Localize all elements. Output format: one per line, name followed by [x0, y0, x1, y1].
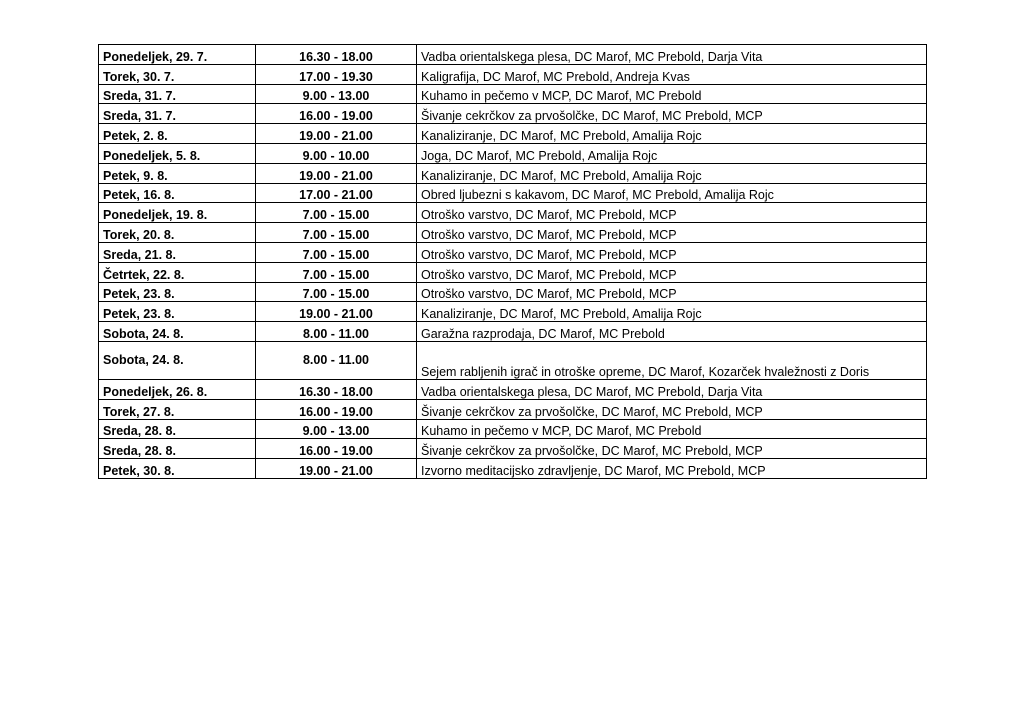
description-cell: Kaligrafija, DC Marof, MC Prebold, Andreja Kvas	[417, 64, 927, 84]
day-cell: Sreda, 31. 7.	[99, 104, 256, 124]
description-cell: Otroško varstvo, DC Marof, MC Prebold, MCP	[417, 262, 927, 282]
table-row	[99, 439, 927, 459]
day-cell: Sreda, 21. 8.	[99, 242, 256, 262]
description-cell: Otroško varstvo, DC Marof, MC Prebold, MCP	[417, 282, 927, 302]
day-cell: Ponedeljek, 19. 8.	[99, 203, 256, 223]
description-cell: Kanaliziranje, DC Marof, MC Prebold, Amalija Rojc	[417, 302, 927, 322]
time-cell: 16.00 - 19.00	[256, 399, 417, 419]
description-cell: Joga, DC Marof, MC Prebold, Amalija Rojc	[417, 143, 927, 163]
day-cell: Četrtek, 22. 8.	[99, 262, 256, 282]
day-cell: Petek, 16. 8.	[99, 183, 256, 203]
table-row	[99, 322, 927, 342]
table-row	[99, 104, 927, 124]
table-row	[99, 183, 927, 203]
description-cell: Vadba orientalskega plesa, DC Marof, MC Prebold, Darja Vita	[417, 379, 927, 399]
time-cell: 19.00 - 21.00	[256, 163, 417, 183]
table-row	[99, 282, 927, 302]
day-cell: Petek, 2. 8.	[99, 124, 256, 144]
description-cell: Kanaliziranje, DC Marof, MC Prebold, Amalija Rojc	[417, 124, 927, 144]
time-cell: 19.00 - 21.00	[256, 124, 417, 144]
table-row	[99, 242, 927, 262]
time-cell: 19.00 - 21.00	[256, 302, 417, 322]
table-row	[99, 223, 927, 243]
time-cell: 17.00 - 21.00	[256, 183, 417, 203]
day-cell: Torek, 30. 7.	[99, 64, 256, 84]
day-cell: Torek, 27. 8.	[99, 399, 256, 419]
time-cell: 8.00 - 11.00	[256, 341, 417, 379]
table-row	[99, 203, 927, 223]
description-cell: Obred ljubezni s kakavom, DC Marof, MC Prebold, Amalija Rojc	[417, 183, 927, 203]
time-cell: 7.00 - 15.00	[256, 262, 417, 282]
time-cell: 7.00 - 15.00	[256, 223, 417, 243]
day-cell: Ponedeljek, 29. 7.	[99, 45, 256, 65]
day-cell: Petek, 23. 8.	[99, 302, 256, 322]
time-cell: 9.00 - 10.00	[256, 143, 417, 163]
table-row	[99, 64, 927, 84]
table-row	[99, 143, 927, 163]
table-row	[99, 459, 927, 479]
day-cell: Sreda, 28. 8.	[99, 439, 256, 459]
time-cell: 19.00 - 21.00	[256, 459, 417, 479]
day-cell: Sobota, 24. 8.	[99, 341, 256, 379]
description-cell: Šivanje cekrčkov za prvošolčke, DC Marof, MC Prebold, MCP	[417, 439, 927, 459]
description-cell: Otroško varstvo, DC Marof, MC Prebold, MCP	[417, 242, 927, 262]
schedule-table	[98, 44, 927, 479]
table-row	[99, 419, 927, 439]
day-cell: Petek, 23. 8.	[99, 282, 256, 302]
time-cell: 9.00 - 13.00	[256, 84, 417, 104]
day-cell: Ponedeljek, 5. 8.	[99, 143, 256, 163]
time-cell: 7.00 - 15.00	[256, 282, 417, 302]
description-cell: Otroško varstvo, DC Marof, MC Prebold, MCP	[417, 203, 927, 223]
description-cell: Sejem rabljenih igrač in otroške opreme, DC Marof, Kozarček hvaležnosti z Doris	[417, 341, 927, 379]
description-cell: Kanaliziranje, DC Marof, MC Prebold, Amalija Rojc	[417, 163, 927, 183]
table-row	[99, 379, 927, 399]
description-cell: Vadba orientalskega plesa, DC Marof, MC Prebold, Darja Vita	[417, 45, 927, 65]
table-row	[99, 124, 927, 144]
time-cell: 16.30 - 18.00	[256, 379, 417, 399]
time-cell: 17.00 - 19.30	[256, 64, 417, 84]
table-row	[99, 84, 927, 104]
description-cell: Garažna razprodaja, DC Marof, MC Prebold	[417, 322, 927, 342]
table-row	[99, 302, 927, 322]
day-cell: Torek, 20. 8.	[99, 223, 256, 243]
time-cell: 7.00 - 15.00	[256, 242, 417, 262]
description-cell: Otroško varstvo, DC Marof, MC Prebold, MCP	[417, 223, 927, 243]
time-cell: 8.00 - 11.00	[256, 322, 417, 342]
day-cell: Petek, 9. 8.	[99, 163, 256, 183]
day-cell: Sreda, 31. 7.	[99, 84, 256, 104]
description-cell: Šivanje cekrčkov za prvošolčke, DC Marof, MC Prebold, MCP	[417, 399, 927, 419]
day-cell: Sobota, 24. 8.	[99, 322, 256, 342]
time-cell: 16.00 - 19.00	[256, 104, 417, 124]
time-cell: 9.00 - 13.00	[256, 419, 417, 439]
table-row	[99, 262, 927, 282]
time-cell: 16.00 - 19.00	[256, 439, 417, 459]
table-row	[99, 45, 927, 65]
day-cell: Sreda, 28. 8.	[99, 419, 256, 439]
description-cell: Kuhamo in pečemo v MCP, DC Marof, MC Prebold	[417, 84, 927, 104]
table-row	[99, 163, 927, 183]
table-row	[99, 399, 927, 419]
description-cell: Izvorno meditacijsko zdravljenje, DC Marof, MC Prebold, MCP	[417, 459, 927, 479]
description-cell: Šivanje cekrčkov za prvošolčke, DC Marof, MC Prebold, MCP	[417, 104, 927, 124]
day-cell: Petek, 30. 8.	[99, 459, 256, 479]
time-cell: 7.00 - 15.00	[256, 203, 417, 223]
time-cell: 16.30 - 18.00	[256, 45, 417, 65]
description-cell: Kuhamo in pečemo v MCP, DC Marof, MC Prebold	[417, 419, 927, 439]
day-cell: Ponedeljek, 26. 8.	[99, 379, 256, 399]
table-row	[99, 341, 927, 379]
